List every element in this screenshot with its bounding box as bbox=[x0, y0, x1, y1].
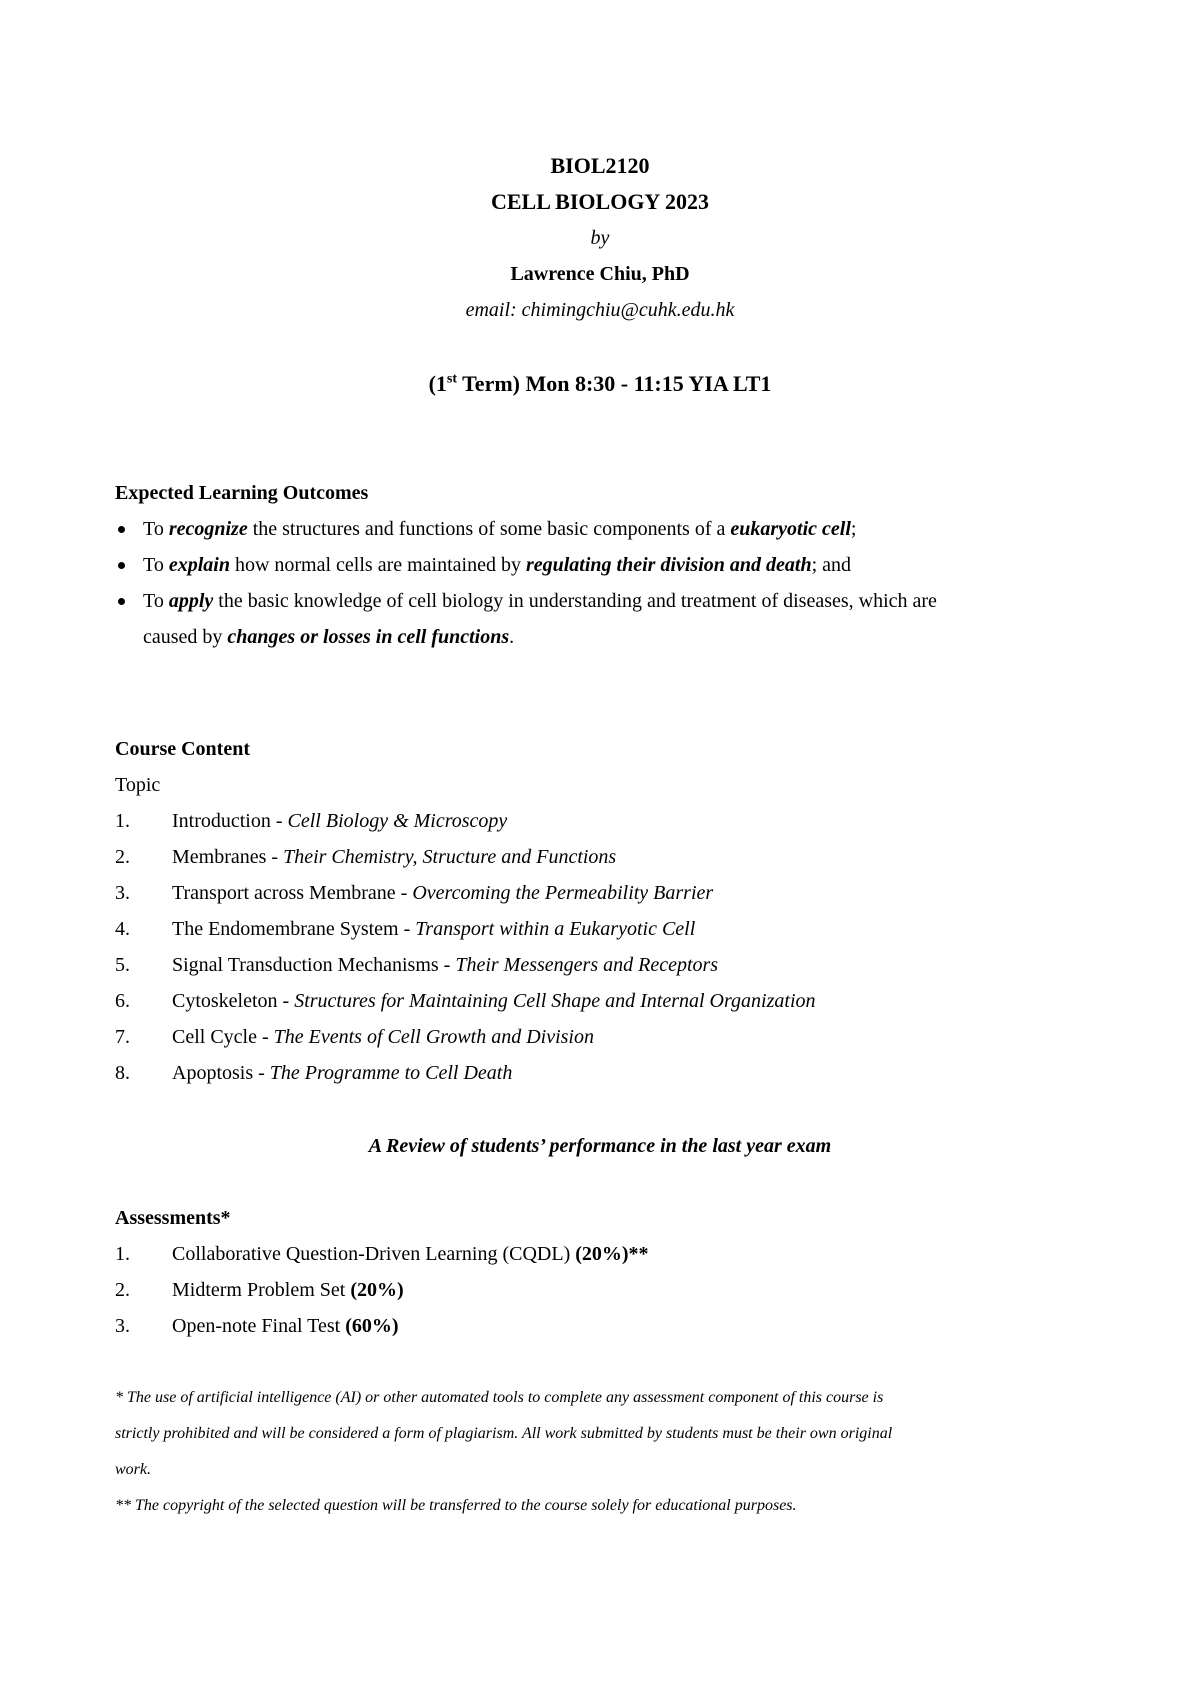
schedule-prefix: (1 bbox=[428, 371, 447, 396]
topic-name: Cytoskeleton - bbox=[172, 990, 295, 1012]
outcome-plain: To bbox=[143, 518, 169, 540]
topic-text bbox=[172, 809, 507, 833]
course-code: BIOL2120 bbox=[550, 153, 650, 178]
outcome-plain: To bbox=[143, 590, 169, 612]
topic-name: Introduction - bbox=[172, 810, 288, 832]
outcomes-heading: Expected Learning Outcomes bbox=[115, 482, 369, 504]
outcome-plain: the structures and functions of some basic components of a bbox=[247, 518, 731, 540]
topic-subtitle: Cell Biology & Microscopy bbox=[287, 810, 508, 832]
topic-subtitle: Their Messengers and Receptors bbox=[455, 954, 719, 976]
topic-name: Transport across Membrane - bbox=[172, 882, 413, 904]
assessment-number: 2. bbox=[115, 1279, 130, 1301]
topic-label: Topic bbox=[115, 774, 161, 796]
ai-policy-note-line1: * The use of artificial intelligence (AI) or other automated tools to complete any assessment component of this course is bbox=[115, 1389, 884, 1406]
outcome-emphasis: explain bbox=[168, 554, 230, 576]
topic-subtitle: Structures for Maintaining Cell Shape and Internal Organization bbox=[294, 990, 816, 1012]
topic-text bbox=[172, 1061, 512, 1085]
assessment-name: Collaborative Question-Driven Learning (CQDL) bbox=[172, 1243, 576, 1265]
topic-subtitle: Transport within a Eukaryotic Cell bbox=[415, 918, 696, 940]
schedule-rest: Term) Mon 8:30 - 11:15 YIA LT1 bbox=[457, 371, 772, 396]
content-heading: Course Content bbox=[115, 738, 250, 760]
schedule-superscript: st bbox=[446, 371, 458, 387]
topic-number: 8. bbox=[115, 1062, 130, 1084]
outcome-emphasis: eukaryotic cell bbox=[730, 518, 851, 540]
topic-name: Cell Cycle - bbox=[172, 1026, 274, 1048]
topic-subtitle: Their Chemistry, Structure and Functions bbox=[283, 846, 617, 868]
assessment-number: 3. bbox=[115, 1315, 130, 1337]
topic-subtitle: The Events of Cell Growth and Division bbox=[273, 1026, 594, 1048]
topic-number: 6. bbox=[115, 990, 130, 1012]
topic-text bbox=[172, 881, 713, 905]
outcome-plain: . bbox=[509, 626, 515, 648]
assessment-name: Midterm Problem Set bbox=[172, 1279, 351, 1301]
instructor-email: email: chimingchiu@cuhk.edu.hk bbox=[465, 299, 735, 321]
assessment-weight: (60%) bbox=[345, 1315, 399, 1337]
assessments-heading: Assessments* bbox=[115, 1207, 231, 1229]
outcome-plain: ; and bbox=[811, 554, 852, 576]
topic-number: 1. bbox=[115, 810, 130, 832]
review-title: A Review of students’ performance in the last year exam bbox=[368, 1135, 832, 1157]
outcome-plain: how normal cells are maintained by bbox=[229, 554, 526, 576]
ai-policy-note-line2: strictly prohibited and will be considered a form of plagiarism. All work submitted by students must be their own original bbox=[115, 1425, 893, 1442]
outcome-text bbox=[143, 511, 856, 547]
schedule-line bbox=[0, 371, 1200, 397]
outcome-emphasis: apply bbox=[168, 590, 214, 612]
ai-policy-note-line3: work. bbox=[115, 1461, 151, 1478]
outcome-text bbox=[143, 547, 851, 583]
assessment-text bbox=[172, 1278, 404, 1302]
topic-name: Membranes - bbox=[172, 846, 284, 868]
topic-name: The Endomembrane System - bbox=[172, 918, 416, 940]
outcome-emphasis: recognize bbox=[168, 518, 248, 540]
topic-number: 4. bbox=[115, 918, 130, 940]
assessment-weight: (20%) bbox=[350, 1279, 404, 1301]
topic-number: 7. bbox=[115, 1026, 130, 1048]
assessment-text bbox=[172, 1242, 649, 1266]
assessment-number: 1. bbox=[115, 1243, 130, 1265]
topic-name: Apoptosis - bbox=[172, 1062, 270, 1084]
topic-subtitle: Overcoming the Permeability Barrier bbox=[412, 882, 714, 904]
assessment-name: Open-note Final Test bbox=[172, 1315, 346, 1337]
by-label: by bbox=[590, 227, 610, 249]
outcome-emphasis: changes or losses in cell functions bbox=[227, 626, 510, 648]
assessment-text bbox=[172, 1314, 399, 1338]
copyright-note: ** The copyright of the selected question will be transferred to the course solely for educational purposes. bbox=[115, 1497, 797, 1514]
outcome-text bbox=[143, 583, 937, 655]
instructor-name: Lawrence Chiu, PhD bbox=[510, 263, 690, 285]
topic-number: 2. bbox=[115, 846, 130, 868]
topic-text bbox=[172, 845, 616, 869]
topic-number: 5. bbox=[115, 954, 130, 976]
topic-text bbox=[172, 1025, 594, 1049]
topic-text bbox=[172, 953, 718, 977]
topic-name: Signal Transduction Mechanisms - bbox=[172, 954, 456, 976]
topic-subtitle: The Programme to Cell Death bbox=[269, 1062, 513, 1084]
course-title: CELL BIOLOGY 2023 bbox=[490, 189, 709, 214]
topic-text bbox=[172, 917, 695, 941]
outcome-plain: ; bbox=[850, 518, 857, 540]
topic-text bbox=[172, 989, 816, 1013]
assessment-weight: (20%)** bbox=[575, 1243, 649, 1265]
outcome-emphasis: regulating their division and death bbox=[525, 554, 812, 576]
outcome-plain: To bbox=[143, 554, 169, 576]
topic-number: 3. bbox=[115, 882, 130, 904]
outcome-plain: caused by bbox=[143, 626, 228, 648]
outcome-plain: the basic knowledge of cell biology in understanding and treatment of diseases, which are bbox=[213, 590, 937, 612]
